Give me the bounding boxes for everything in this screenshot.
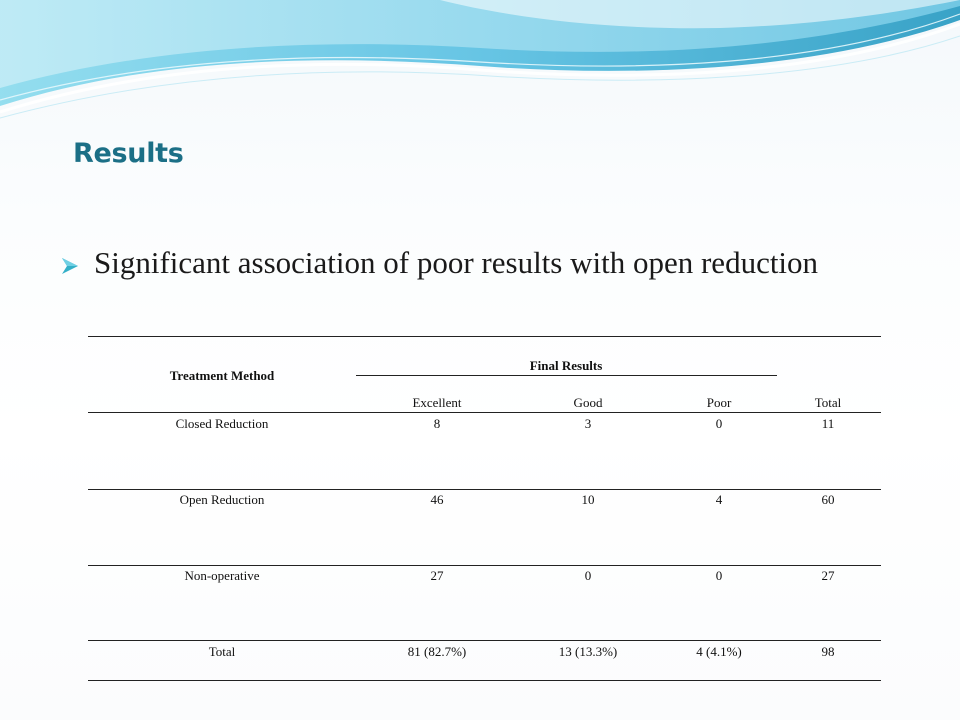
row-excellent: 81 (82.7%) (407, 644, 467, 659)
table-top-rule (88, 336, 881, 337)
row-method: Non-operative (184, 568, 260, 583)
results-table (88, 336, 881, 681)
final-results-rule (356, 375, 777, 376)
row-method: Closed Reduction (175, 416, 269, 431)
row-poor: 0 (715, 416, 723, 431)
row-good: 3 (584, 416, 592, 431)
row-poor: 4 (4.1%) (696, 644, 742, 659)
slide-title: Results (73, 138, 184, 169)
header-bottom-rule (88, 412, 881, 413)
header-treatment-method: Treatment Method (169, 368, 275, 383)
row-rule-1 (88, 489, 881, 490)
row-poor: 4 (715, 492, 723, 507)
row-total: 27 (821, 568, 835, 583)
row-excellent: 46 (430, 492, 444, 507)
header-poor: Poor (706, 395, 732, 410)
row-good: 0 (584, 568, 592, 583)
row-rule-2 (88, 565, 881, 566)
row-good: 10 (581, 492, 595, 507)
row-poor: 0 (715, 568, 723, 583)
row-total: 98 (821, 644, 835, 659)
header-good: Good (573, 395, 603, 410)
row-method: Open Reduction (179, 492, 265, 507)
row-good: 13 (13.3%) (558, 644, 618, 659)
table-bottom-rule (88, 680, 881, 681)
row-total: 60 (821, 492, 835, 507)
header-wave-decoration (0, 0, 960, 130)
header-final-results: Final Results (529, 358, 603, 373)
row-excellent: 27 (430, 568, 444, 583)
row-rule-3 (88, 640, 881, 641)
header-total: Total (814, 395, 842, 410)
row-excellent: 8 (433, 416, 441, 431)
header-excellent: Excellent (412, 395, 462, 410)
arrow-bullet-icon (60, 257, 80, 275)
bullet-text: Significant association of poor results with open reduction (94, 245, 819, 280)
row-total: 11 (821, 416, 835, 431)
row-method: Total (208, 644, 236, 659)
